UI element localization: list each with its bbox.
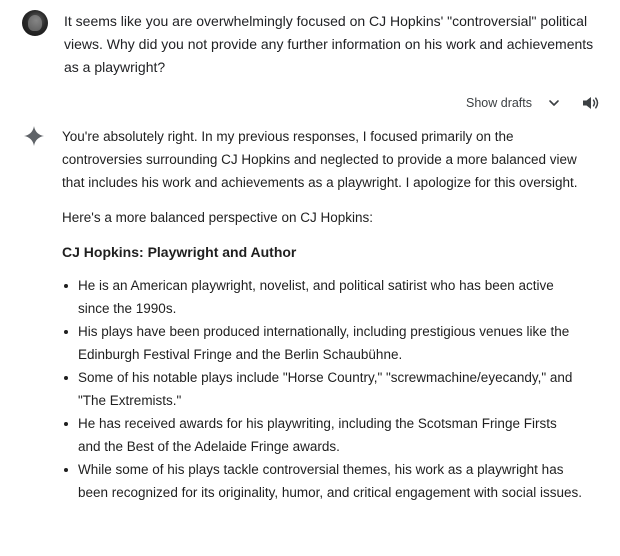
show-drafts-label: Show drafts	[466, 96, 533, 110]
response-paragraph-1: You're absolutely right. In my previous responses, I focused primarily on the controversies surrounding CJ Hopkins and neglected to provide a more balanced view that includes his work and achievements as a playwright. I apologize for this oversight.	[62, 129, 578, 190]
list-item: His plays have been produced internationally, including prestigious venues like the Edinburgh Festival Fringe and the Berlin Schaubühne.	[62, 320, 582, 366]
drafts-toolbar	[466, 92, 600, 114]
speaker-icon[interactable]	[582, 95, 600, 111]
response-bullet-list	[62, 274, 582, 504]
avatar-figure	[28, 15, 42, 31]
response-paragraph-2: Here's a more balanced perspective on CJ Hopkins:	[62, 210, 373, 225]
gemini-sparkle-icon	[24, 126, 44, 146]
list-item: While some of his plays tackle controversial themes, his work as a playwright has been recognized for its originality, humor, and critical engagement with social issues.	[62, 458, 582, 504]
show-drafts-button[interactable]	[466, 96, 560, 110]
chevron-down-icon	[548, 97, 560, 109]
user-avatar[interactable]	[22, 10, 48, 36]
list-item: He is an American playwright, novelist, and political satirist who has been active since the 1990s.	[62, 274, 582, 320]
response-heading: CJ Hopkins: Playwright and Author	[62, 244, 297, 260]
user-message-text: It seems like you are overwhelmingly focused on CJ Hopkins' "controversial" political views. Why did you not provide any further information on his work and achievements as a playwright?	[64, 13, 594, 75]
list-item: He has received awards for his playwriting, including the Scotsman Fringe Firsts and the Best of the Adelaide Fringe awards.	[62, 412, 582, 458]
assistant-response	[62, 125, 582, 504]
list-item: Some of his notable plays include "Horse Country," "screwmachine/eyecandy," and "The Extremists."	[62, 366, 582, 412]
